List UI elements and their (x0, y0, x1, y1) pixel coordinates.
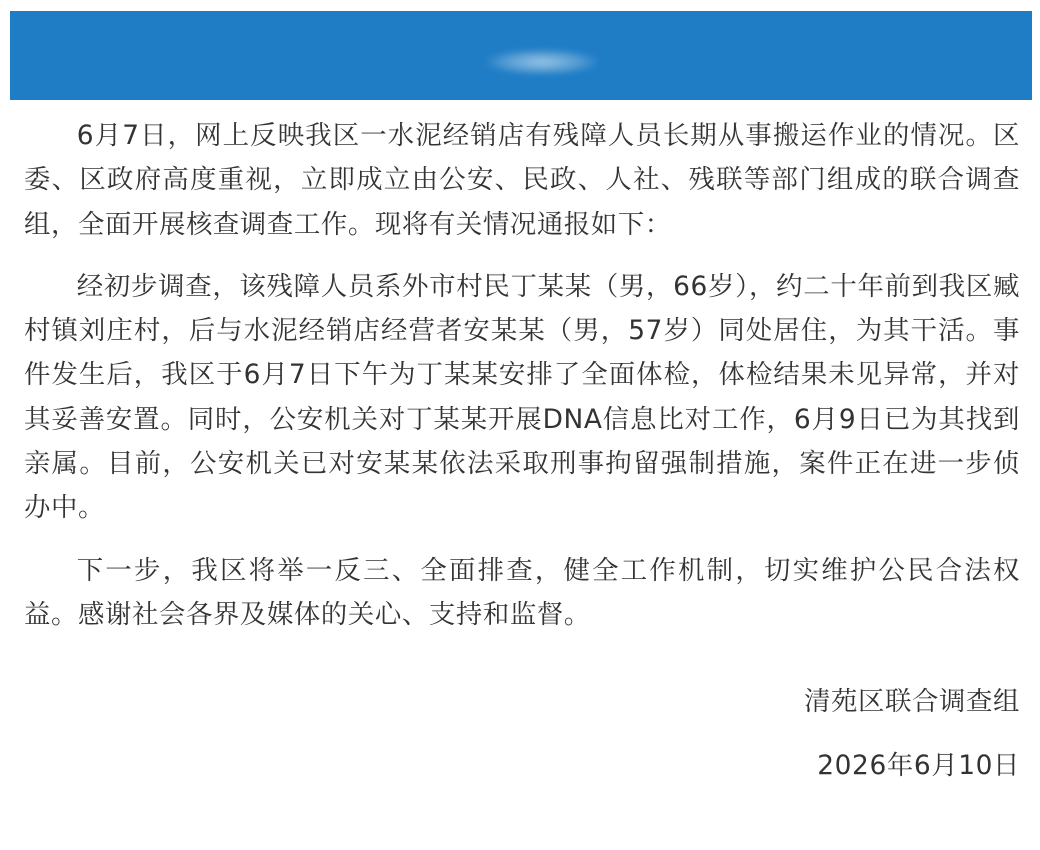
paragraph-intro: 6月7日，网上反映我区一水泥经销店有残障人员长期从事搬运作业的情况。区委、区政府高度重视，立即成立由公安、民政、人社、残联等部门组成的联合调查组，全面开展核查调查工作。现将有关情况通报如下： (24, 120, 1020, 240)
notice-body (24, 114, 1020, 655)
header-banner (10, 11, 1032, 100)
paragraph-next-steps: 下一步，我区将举一反三、全面排查，健全工作机制，切实维护公民合法权益。感谢社会各界及媒体的关心、支持和监督。 (24, 554, 1020, 630)
paragraph-investigation: 经初步调查，该残障人员系外市村民丁某某（男，66岁），约二十年前到我区臧村镇刘庄村，后与水泥经销店经营者安某某（男，57岁）同处居住，为其干活。事件发生后，我区于6月7日下午为丁某某安排了全面体检，体检结果未见异常，并对其妥善安置。同时，公安机关对丁某某开展DNA信息比对工作，6月9日已为其找到亲属。目前，公安机关已对安某某依法采取刑事拘留强制措施，案件正在进一步侦办中。 (24, 270, 1020, 524)
blurred-logo (486, 49, 598, 75)
signature-date: 2026年6月10日 (817, 750, 1020, 781)
signature-organization: 清苑区联合调查组 (804, 686, 1020, 717)
